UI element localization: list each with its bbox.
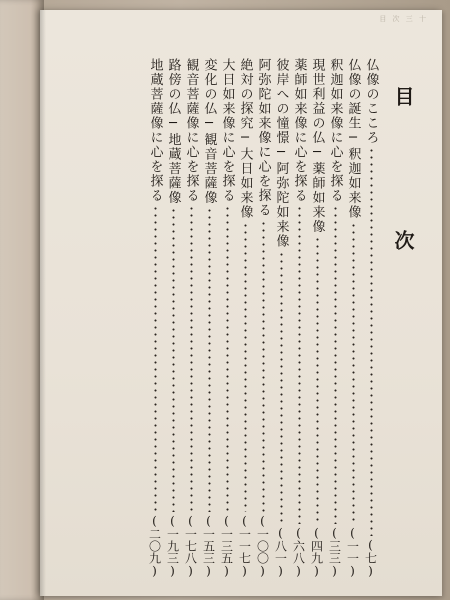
toc-entry-page: (一五三) [201,514,216,578]
toc-entry-page: (一七八) [183,514,198,578]
toc-entry-page: (一一) [345,526,360,578]
toc-heading: 目 次 [391,86,415,300]
dot-leader [344,222,362,525]
toc-entry-title: 変化の仏─観音菩薩像 [201,58,217,205]
dot-leader [254,220,272,513]
previous-page-edge [0,0,44,600]
toc-entry-title: 阿弥陀如来像に心を探る [255,58,271,218]
toc-entry [200,58,218,578]
dot-leader [164,207,182,512]
dot-leader [236,222,254,513]
toc-entry [236,58,254,578]
toc-entry-page: (三三) [327,526,342,578]
toc-entry [362,58,380,578]
toc-entry [290,58,308,578]
toc-entry-title: 大日如来像に心を探る [219,58,235,203]
toc-entry [164,58,182,578]
toc-entry [308,58,326,578]
dot-leader [308,236,326,524]
dot-leader [218,205,236,512]
toc-entry-page: (六八) [291,526,306,578]
toc-list [80,58,380,578]
page-fold-shadow [40,10,46,596]
toc-entry-title: 現世利益の仏─薬師如来像 [309,58,325,234]
dot-leader [326,205,344,524]
dot-leader [362,147,380,536]
toc-entry-title: 地蔵菩薩像に心を探る [147,58,163,203]
toc-entry [218,58,236,578]
toc-entry-title: 仏像の誕生─釈迦如来像 [345,58,361,220]
dot-leader [200,207,218,512]
toc-entry-title: 彼岸への憧憬─阿弥陀如来像 [273,58,289,249]
toc-entry-page: (一九三) [165,514,180,578]
dot-leader [182,205,200,512]
toc-entry-title: 薬師如来像に心を探る [291,58,307,203]
toc-entry-title: 絶対の探究─大日如来像 [237,58,253,220]
running-head: 目 次 三 十 [379,15,428,23]
toc-entry-page: (一一七) [237,514,252,578]
dot-leader [146,205,164,512]
toc-entry [344,58,362,578]
toc-entry-title: 仏像のこころ [363,58,379,145]
toc-entry-page: (四九) [309,526,324,578]
toc-entry-page: (七) [363,538,378,578]
toc-entry-page: (一三五) [219,514,234,578]
toc-entry-page: (一〇〇) [255,514,270,578]
toc-entry [326,58,344,578]
toc-entry-title: 釈迦如来像に心を探る [327,58,343,203]
toc-entry [182,58,200,578]
toc-entry [254,58,272,578]
toc-entry-page: (二〇九) [147,514,162,578]
toc-entry-title: 路傍の仏─地蔵菩薩像 [165,58,181,205]
dot-leader [290,205,308,524]
toc-entry-title: 観音菩薩像に心を探る [183,58,199,203]
dot-leader [272,251,290,525]
toc-entry-page: (八一) [273,526,288,578]
toc-entry [146,58,164,578]
toc-entry [272,58,290,578]
